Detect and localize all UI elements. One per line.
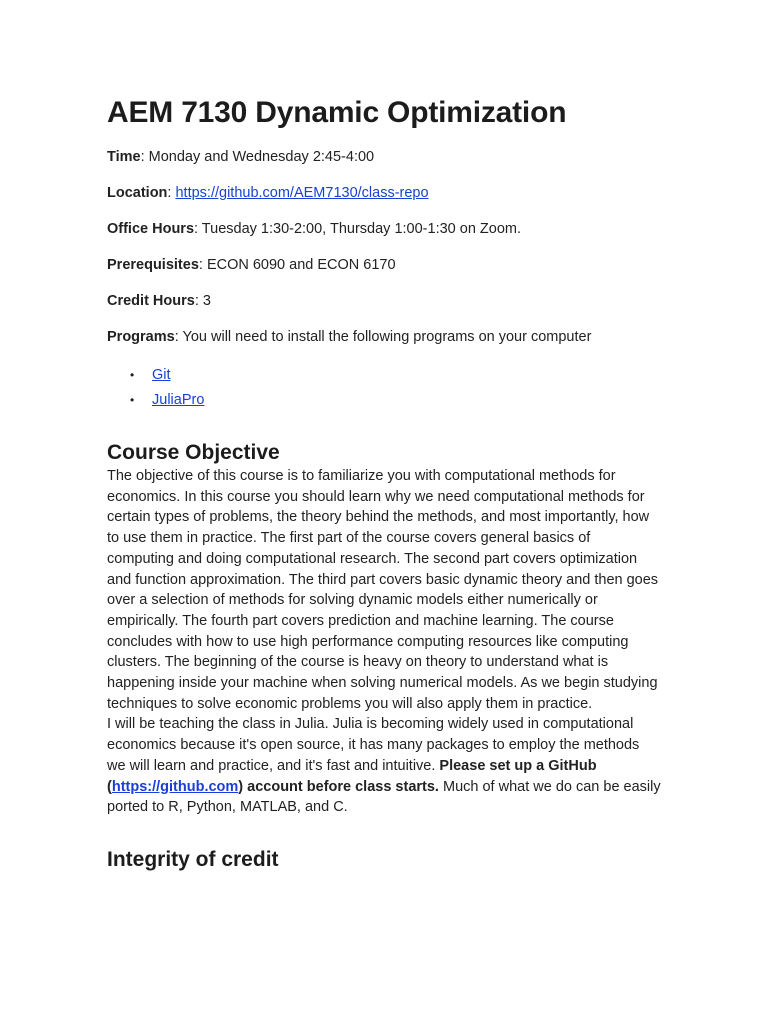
list-item xyxy=(127,388,661,413)
programs-value: : You will need to install the following programs on your computer xyxy=(174,329,592,345)
julia-text-outro: Much of what we do can be easily ported to R, Python, MATLAB, and C. xyxy=(107,778,661,816)
objective-paragraph: The objective of this course is to familiarize you with computational methods for economics. In this course you should learn why we need computational methods for certain types of problems, the theory behind the methods, and most importantly, how to use them in practice. The first part of the course covers general basics of computing and doing computational research. The second part covers optimization and function approximation. The third part covers basic dynamic theory and then goes over a selection of methods for solving dynamic models either numerically or empirically. The fourth part covers prediction and machine learning. The course concludes with how to use high performance computing resources like computing clusters. The beginning of the course is heavy on theory to understand what is happening inside your machine when solving numerical models. As we begin studying techniques to solve economic problems you will also apply them in practice. xyxy=(107,468,659,712)
credit-hours-field xyxy=(107,291,661,311)
bullet-icon: • xyxy=(130,393,135,407)
programs-label: Programs xyxy=(107,329,175,345)
office-hours-field xyxy=(107,219,661,239)
integrity-heading: Integrity of credit xyxy=(107,847,279,871)
page-title: AEM 7130 Dynamic Optimization xyxy=(107,96,567,129)
class-repo-link[interactable]: https://github.com/AEM7130/class-repo xyxy=(175,185,429,201)
credit-hours-value: : 3 xyxy=(194,293,211,309)
prerequisites-value: : ECON 6090 and ECON 6170 xyxy=(198,257,396,273)
location-separator: : xyxy=(167,185,176,201)
location-field xyxy=(107,183,661,203)
course-objective-heading: Course Objective xyxy=(107,441,280,464)
credit-hours-label: Credit Hours xyxy=(107,293,195,309)
programs-list xyxy=(107,363,661,413)
git-link[interactable]: Git xyxy=(152,367,171,383)
list-item xyxy=(127,363,661,388)
time-colon: : xyxy=(140,149,145,165)
julia-text-intro: I will be teaching the class in Julia. Julia is becoming widely used in computational economics because it's open source, it has many packages to employ the methods we will learn and practice, and it's fast and intuitive. xyxy=(107,716,640,774)
office-hours-label: Office Hours xyxy=(107,221,195,237)
bullet-icon: • xyxy=(130,368,135,382)
prerequisites-field xyxy=(107,255,661,275)
github-link[interactable]: https://github.com xyxy=(111,778,239,795)
julia-paragraph xyxy=(107,714,661,818)
time-label: Time xyxy=(107,149,141,165)
time-field xyxy=(107,147,661,167)
github-notice-end: ) account before class starts. xyxy=(238,778,439,795)
github-notice-start: Please set up a GitHub ( xyxy=(107,757,597,795)
prerequisites-label: Prerequisites xyxy=(107,257,199,273)
location-label: Location xyxy=(107,185,168,201)
office-hours-value: : Tuesday 1:30-2:00, Thursday 1:00-1:30 on Zoom. xyxy=(194,221,522,237)
juliapro-link[interactable]: JuliaPro xyxy=(152,392,205,408)
programs-field xyxy=(107,327,661,347)
time-value: Monday and Wednesday 2:45-4:00 xyxy=(144,149,375,165)
